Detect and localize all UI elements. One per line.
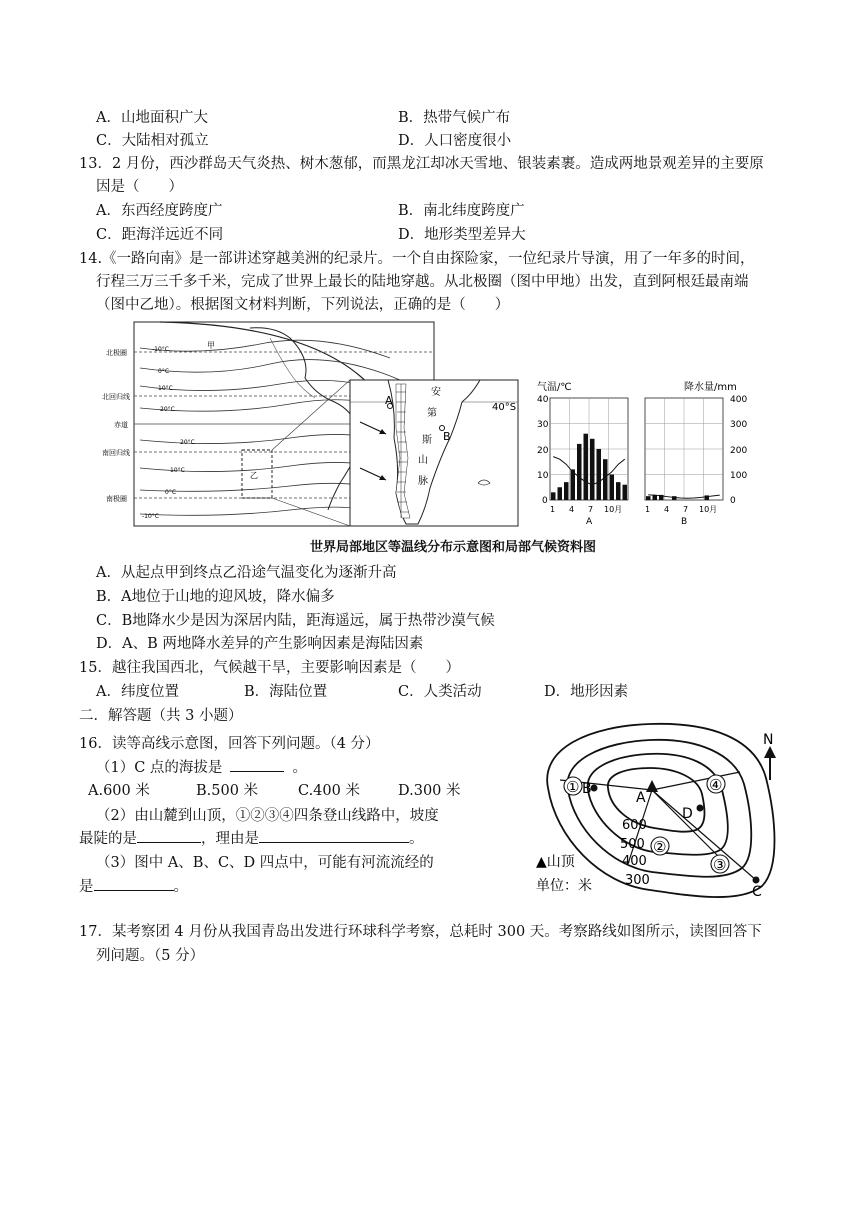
iso-label: 10°C — [170, 467, 185, 474]
south-america-inset — [350, 380, 518, 526]
bar — [672, 496, 677, 500]
q16-part3-line1: （3）图中 A、B、C、D 四点中，可能有河流流经的 — [96, 855, 434, 871]
q14-option-a: A．从起点甲到终点乙沿途气温变化为逐渐升高 — [96, 565, 397, 581]
answer-blank[interactable] — [259, 842, 409, 843]
q16-opt-a: A.600 米 — [88, 783, 150, 799]
precip-tick: 100 — [730, 471, 748, 481]
q16-part1 — [96, 758, 307, 778]
q14-option-b: B．A地位于山地的迎风坡，降水偏多 — [96, 589, 335, 605]
q16-part2-line1: （2）由山麓到山顶，①②③④四条登山线路中，坡度 — [96, 808, 439, 824]
q16-part3-b: 。 — [173, 879, 188, 895]
bar — [603, 459, 608, 500]
q15-option-a: A．纬度位置 — [96, 684, 179, 700]
answer-blank[interactable] — [230, 771, 284, 772]
inset-label-mai: 脉 — [418, 476, 428, 487]
iso-label: 10°C — [158, 385, 173, 392]
bar — [564, 482, 569, 500]
inset-label-b: B — [443, 430, 451, 443]
legend-peak: ▲山顶 — [536, 854, 575, 870]
north-label: N — [763, 732, 774, 748]
antarctic-label: 南极圈 — [106, 495, 127, 503]
q16-opt-b: B.500 米 — [196, 783, 259, 799]
q15-stem: 15．越往我国西北，气候越干旱，主要影响因素是（ ） — [79, 660, 460, 676]
route-4-label: ④ — [709, 776, 723, 794]
section-heading: 二．解答题（共 3 小题） — [79, 708, 243, 724]
bar — [571, 469, 576, 500]
precip-tick: 400 — [730, 395, 748, 405]
answer-blank[interactable] — [94, 890, 174, 891]
precip-tick: 300 — [730, 420, 748, 430]
q16-part3-line2 — [79, 877, 188, 897]
inset-label-di: 第 — [427, 408, 437, 419]
climate-chart-a — [537, 381, 628, 527]
route-1-label: ① — [566, 778, 580, 796]
q16-part1-end: 。 — [292, 760, 307, 776]
bar — [577, 444, 582, 500]
arctic-label: 北极圈 — [106, 349, 127, 357]
temp-tick: 10 — [537, 471, 549, 481]
iso-label: -10°C — [152, 346, 169, 353]
x-tick: 10月 — [699, 505, 718, 514]
q15-option-b: B．海陆位置 — [244, 684, 328, 700]
q16-stem: 16．读等高线示意图，回答下列问题。（4 分） — [79, 736, 380, 752]
jia-label: 甲 — [207, 341, 215, 350]
iso-label: 0°C — [165, 489, 177, 496]
x-tick: 1 — [645, 505, 651, 514]
q16-opt-d: D.300 米 — [398, 783, 461, 799]
bar — [616, 482, 621, 500]
route-3-label: ③ — [713, 856, 727, 874]
q16-part2-line2 — [79, 829, 424, 849]
q16-part2-b: ，理由是 — [201, 831, 259, 847]
x-tick: 4 — [569, 505, 575, 514]
inset-label-an: 安 — [431, 387, 441, 398]
bar — [590, 439, 595, 500]
precip-axis-title: 降水量/mm — [684, 382, 737, 393]
q14-stem-line3: （图中乙地）。根据图文材料判断，下列说法，正确的是（ ） — [96, 297, 510, 313]
q13-stem-line1: 13．2 月份，西沙群岛天气炎热、树木葱郁，而黑龙江却冰天雪地、银装素裹。造成两地景观差异的主要原 — [79, 156, 764, 172]
q14-stem-line2: 行程三万三千多千米，完成了世界上最长的陆地穿越。从北极圈（图中甲地）出发，直到阿根廷最南端 — [96, 274, 749, 290]
precip-tick: 200 — [730, 446, 748, 456]
figure-caption: 世界局部地区等温线分布示意图和局部气候资料图 — [310, 540, 597, 555]
iso-label: 20°C — [180, 439, 195, 446]
route-2-label: ② — [653, 838, 667, 856]
contour-map — [530, 718, 790, 908]
q14-option-c: C．B地降水少是因为深居内陆，距海遥远，属于热带沙漠气候 — [96, 613, 495, 629]
temp-axis-title: 气温/℃ — [537, 382, 572, 393]
temp-tick: 40 — [537, 395, 549, 405]
x-tick: 7 — [588, 505, 594, 514]
precip-tick: 0 — [730, 496, 736, 506]
cancer-label: 北回归线 — [102, 393, 130, 401]
q16-part3-a: 是 — [79, 879, 94, 895]
q15-option-c: C．人类活动 — [398, 684, 482, 700]
temp-tick: 20 — [537, 446, 549, 456]
contour-label-500: 500 — [620, 837, 645, 852]
q13-option-b: B．南北纬度跨度广 — [398, 203, 525, 219]
q13-stem-line2: 因是（ ） — [96, 179, 183, 195]
legend-unit: 单位：米 — [536, 878, 592, 894]
q13-option-a: A．东西经度跨度广 — [96, 203, 223, 219]
q14-stem-line1: 14.《一路向南》是一部讲述穿越美洲的纪录片。一个自由探险家，一位纪录片导演，用了一年多的时间， — [79, 251, 755, 267]
inset-label-a: A — [385, 394, 393, 407]
q14-option-d: D．A、B 两地降水差异的产生影响因素是海陆因素 — [96, 636, 424, 652]
capricorn-label: 南回归线 — [102, 449, 130, 457]
q13-option-d: D．地形类型差异大 — [398, 227, 526, 243]
q16-part1-text: （1）C 点的海拔是 — [96, 760, 223, 776]
contour-label-600: 600 — [622, 818, 647, 833]
inset-label-si: 斯 — [422, 435, 432, 446]
q12-option-d: D．人口密度很小 — [398, 133, 512, 149]
q15-option-d: D．地形因素 — [544, 684, 629, 700]
bar — [653, 495, 658, 500]
temp-tick: 0 — [542, 496, 548, 506]
bar — [610, 475, 615, 501]
bar — [551, 492, 556, 500]
q17-line1: 17．某考察团 4 月份从我国青岛出发进行环球科学考察，总耗时 300 天。考察路线如图所示，读图回答下 — [79, 924, 762, 940]
x-tick: 4 — [664, 505, 670, 514]
contour-label-400: 400 — [622, 854, 647, 869]
point-d-label: D — [682, 806, 693, 822]
bar — [646, 496, 651, 500]
answer-blank[interactable] — [137, 842, 201, 843]
point-b-label: B — [582, 781, 592, 797]
iso-label: -10°C — [142, 513, 159, 520]
q16-part2-c: 。 — [409, 831, 424, 847]
q14-figure — [100, 318, 800, 533]
chart-a-name: A — [586, 517, 593, 527]
q12-option-a: A．山地面积广大 — [96, 110, 208, 126]
contour-label-300: 300 — [625, 873, 650, 888]
q13-option-c: C．距海洋远近不同 — [96, 227, 224, 243]
iso-label: 20°C — [160, 406, 175, 413]
climate-chart-b — [645, 380, 747, 527]
bar — [584, 434, 589, 500]
bar — [558, 487, 563, 500]
iso-label: 0°C — [158, 368, 170, 375]
bar — [623, 485, 628, 500]
x-tick: 7 — [683, 505, 689, 514]
q17-line2: 列问题。（5 分） — [96, 948, 205, 964]
point-a-label: A — [636, 790, 646, 806]
x-tick: 10月 — [604, 505, 623, 514]
yi-label: 乙 — [250, 471, 258, 480]
temp-tick: 30 — [537, 420, 549, 430]
equator-label: 赤道 — [114, 421, 128, 429]
q12-option-c: C．大陆相对孤立 — [96, 133, 209, 149]
inset-lat-label: 40°S — [492, 402, 517, 413]
chart-b-name: B — [681, 517, 688, 527]
q12-option-b: B．热带气候广布 — [398, 110, 511, 126]
inset-label-shan: 山 — [418, 455, 428, 466]
point-c-label: C — [752, 884, 762, 900]
q16-part2-a: 最陡的是 — [79, 831, 137, 847]
x-tick: 1 — [550, 505, 556, 514]
bar — [597, 449, 602, 500]
q16-opt-c: C.400 米 — [298, 783, 360, 799]
